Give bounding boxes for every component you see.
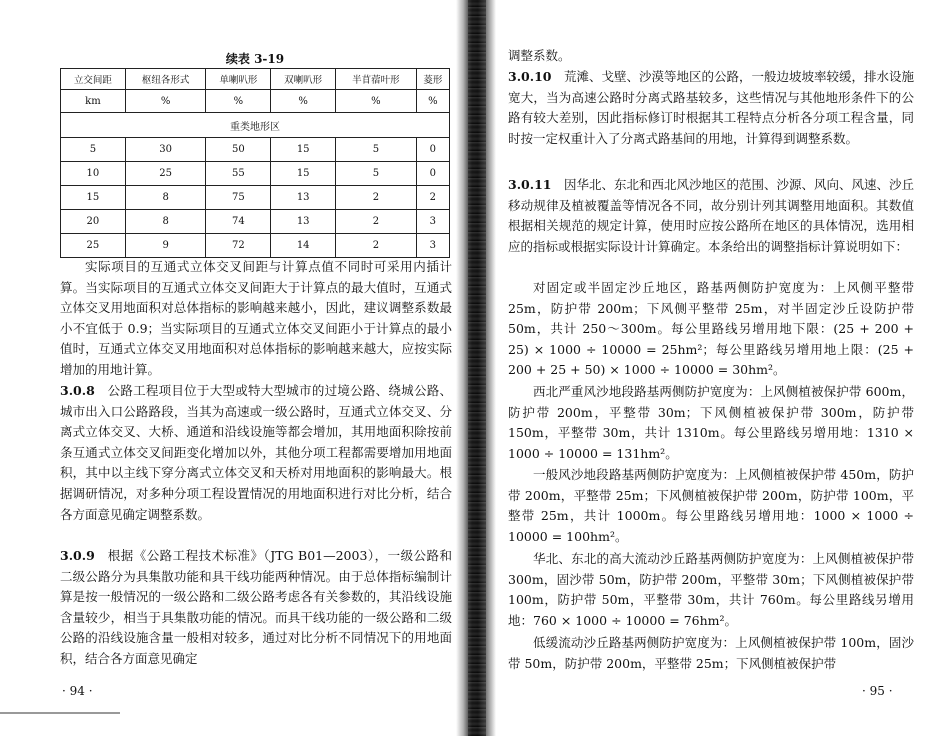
table-cell: 14 [271, 234, 336, 258]
table-cell: 74 [206, 210, 271, 234]
paragraph-3-0-8 [60, 381, 452, 525]
left-page [0, 0, 466, 736]
clause-text: 公路工程项目位于大型或特大型城市的过境公路、绕城公路、城市出入口公路路段，当其为高速或一级公路时，互通式立体交叉、分离式立体交叉、大桥、通道和沿线设施等都会增加，其用地面积除按前条互通式立体交叉间距变化增加以外，其他分项工程都需要增加用地面积，其中以主线下穿分离式立体交叉和天桥对用地面积的影响最大。根据调研情况，对多种分项工程设置情况的用地面积进行对比分析，结合各方面意见确定调整系数。 [60, 383, 452, 522]
table-cell: 5 [336, 138, 417, 162]
paragraph-3-0-9 [60, 546, 452, 670]
data-table [60, 68, 450, 258]
table-cell: 15 [271, 162, 336, 186]
scan-edge-mark [0, 712, 120, 714]
page-number: · 95 · [862, 684, 893, 698]
clause-text: 因华北、东北和西北风沙地区的范围、沙源、风向、风速、沙丘移动规律及植被覆盖等情况各不同，故分别计列其调整用地面积。其数值根据相关规范的规定计算，使用时应按公路所在地区的具体情况，选用相应的指标或根据实际设计计算确定。本条给出的调整指标计算说明如下： [508, 177, 915, 254]
table-cell: 25 [61, 234, 126, 258]
paragraph-northwest-severe: 西北严重风沙地段路基两侧防护宽度为：上风侧植被保护带 600m，防护带 200m，平整带 30m；下风侧植被保护带 300m，防护带 150m，平整带 30m，共计 1310m。每公里路线另增用地：1310 × 1000 ÷ 10000 = 131hm²。 [508, 384, 914, 461]
table-header-cell: 双喇叭形 [271, 69, 336, 90]
table-cell: 5 [336, 162, 417, 186]
table-band-label: 重类地形区 [61, 113, 450, 138]
paragraph-north-east-dunes: 华北、东北的高大流动沙丘路基两侧防护宽度为：上风侧植被保护带 300m，固沙带 50m，防护带 200m，平整带 30m；下风侧植被保护带 100m，防护带 50m，平整带 30m，共计 760m。每公里路线另增用地：760 × 1000 ÷ 10000 = 76hm²。 [508, 551, 914, 628]
table-cell: 30 [125, 138, 206, 162]
table-unit-row [61, 90, 450, 113]
table-cell: 10 [61, 162, 126, 186]
table-cell: 13 [271, 186, 336, 210]
clause-number: 3.0.10 [508, 69, 552, 84]
table-cell: 2 [336, 234, 417, 258]
paragraph-continuation: 调整系数。 [508, 48, 571, 63]
table-unit-cell: % [271, 90, 336, 113]
clause-number: 3.0.9 [60, 548, 95, 563]
table-cell: 8 [125, 210, 206, 234]
table-cell: 2 [336, 186, 417, 210]
table-header-cell: 立交间距 [61, 69, 126, 90]
table-unit-cell: % [125, 90, 206, 113]
table-cell: 0 [416, 138, 449, 162]
table-unit-cell: % [336, 90, 417, 113]
table-cell: 75 [206, 186, 271, 210]
table-cell: 50 [206, 138, 271, 162]
paragraph-fixed-dunes: 对固定或半固定沙丘地区，路基两侧防护宽度为：上风侧平整带 25m，防护带 200m；下风侧平整带 25m，对半固定沙丘设防护带 50m，共计 250～300m。每公里路线另增用地下限：(25 + 200 + 25) × 1000 ÷ 10000 = 25hm²；每公里路线另增用地上限：(25 + 200 + 25 + 50) × 1000 ÷ 10000 = 30hm²。 [508, 280, 914, 378]
table-cell: 5 [61, 138, 126, 162]
paragraph-3-0-11 [508, 175, 914, 257]
table-cell: 25 [125, 162, 206, 186]
table-cell: 13 [271, 210, 336, 234]
table-row [61, 234, 450, 258]
table-unit-cell: % [416, 90, 449, 113]
table-cell: 20 [61, 210, 126, 234]
paragraph-general-sand: 一般风沙地段路基两侧防护宽度为：上风侧植被保护带 450m，防护带 200m，平整带 25m；下风侧植被保护带 200m，防护带 100m，平整带 25m，共计 1000m。每公里路线另增用地：1000 × 1000 ÷ 10000 = 100hm²。 [508, 467, 914, 544]
paragraph-3-0-10 [508, 67, 914, 149]
table-unit-cell: km [61, 90, 126, 113]
table-row [61, 138, 450, 162]
table-band-row [61, 113, 450, 138]
clause-number: 3.0.11 [508, 177, 552, 192]
table-cell: 8 [125, 186, 206, 210]
right-page [486, 0, 934, 736]
table-cell: 3 [416, 234, 449, 258]
table-caption: 续表 3-19 [225, 52, 285, 66]
table-header-row [61, 69, 450, 90]
table-cell: 9 [125, 234, 206, 258]
table-cell: 72 [206, 234, 271, 258]
table-cell: 3 [416, 210, 449, 234]
table-cell: 55 [206, 162, 271, 186]
table-cell: 2 [416, 186, 449, 210]
table-cell: 0 [416, 162, 449, 186]
table-row [61, 162, 450, 186]
paragraph-interpolation: 实际项目的互通式立体交叉间距与计算点值不同时可采用内插计算。当实际项目的互通式立体交叉间距大于计算点的最大值时，互通式立体交叉用地面积对总体指标的影响越来越小，因此，建议调整系数最小不宜低于 0.9；当实际项目的互通式立体交叉间距小于计算点的最小值时，互通式立体交叉用地面积对总体指标的影响越来越大，应按实际增加的用地计算。 [60, 259, 452, 377]
table-cell: 15 [61, 186, 126, 210]
clause-text: 根据《公路工程技术标准》（JTG B01—2003），一级公路和二级公路分为具集散功能和具干线功能两种情况。由于总体指标编制计算是按一般情况的一级公路和二级公路考虑各有关参数的，其沿线设施含量较少，相当于具集散功能的情况。而具干线功能的一级公路和二级公路的沿线设施含量一般相对较多，通过对比分析不同情况下的用地面积，结合各方面意见确定 [60, 548, 452, 666]
table-header-cell: 菱形 [416, 69, 449, 90]
table-header-cell: 单喇叭形 [206, 69, 271, 90]
page-number: · 94 · [62, 684, 93, 698]
clause-number: 3.0.8 [60, 383, 95, 398]
paragraph-low-dunes: 低缓流动沙丘路基两侧防护宽度为：上风侧植被保护带 100m，固沙带 50m，防护带 200m，平整带 25m；下风侧植被保护带 [508, 635, 914, 671]
table-cell: 15 [271, 138, 336, 162]
table-header-cell: 枢纽各形式 [125, 69, 206, 90]
table-row [61, 210, 450, 234]
clause-text: 荒滩、戈壁、沙漠等地区的公路，一般边坡坡率较缓，排水设施宽大，当为高速公路时分离式路基较多，这些情况与其他地形条件下的公路有较大差别，因此指标修订时根据其工程特点分析各分项工程含量，同时按一定权重计入了分离式路基间的用地，计算得到调整系数。 [508, 69, 915, 146]
table-header-cell: 半苜蓿叶形 [336, 69, 417, 90]
table-row [61, 186, 450, 210]
table-cell: 2 [336, 210, 417, 234]
table-unit-cell: % [206, 90, 271, 113]
